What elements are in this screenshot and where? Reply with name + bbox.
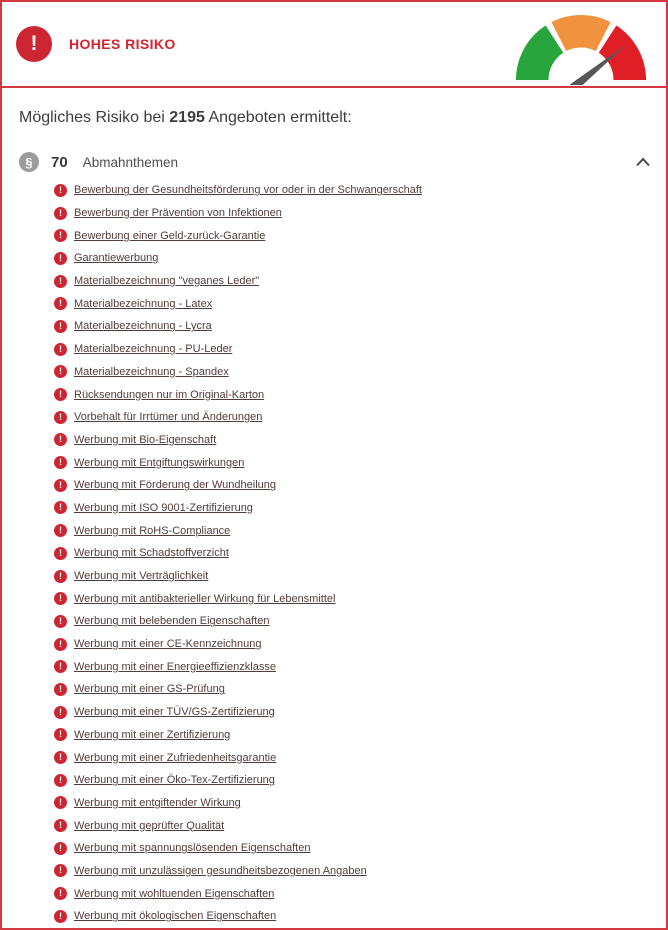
list-item (54, 633, 666, 656)
alert-icon: ! (54, 592, 67, 605)
list-item (54, 179, 666, 202)
topic-link[interactable]: Werbung mit Förderung der Wundheilung (74, 479, 276, 492)
list-item (54, 655, 666, 678)
gauge-red-segment (599, 26, 646, 81)
list-item (54, 202, 666, 225)
risk-level-title: HOHES RISIKO (69, 36, 176, 52)
list-item (54, 565, 666, 588)
chevron-up-icon[interactable] (635, 157, 651, 167)
summary-text (19, 108, 649, 127)
topic-link[interactable]: Werbung mit spannungslösenden Eigenschaften (74, 842, 311, 855)
list-item (54, 678, 666, 701)
list-item (54, 224, 666, 247)
alert-icon: ! (54, 842, 67, 855)
alert-icon: ! (54, 297, 67, 310)
alert-icon: ! (54, 343, 67, 356)
alert-icon: ! (54, 456, 67, 469)
alert-icon: ! (54, 547, 67, 560)
alert-icon: ! (54, 365, 67, 378)
alert-icon: ! (54, 638, 67, 651)
gauge-green-segment (516, 26, 563, 81)
list-item (54, 542, 666, 565)
alert-icon: ! (54, 275, 67, 288)
list-item (54, 292, 666, 315)
topic-link[interactable]: Vorbehalt für Irrtümer und Änderungen (74, 411, 263, 424)
alert-icon: ! (54, 615, 67, 628)
topic-link[interactable]: Werbung mit einer Öko-Tex-Zertifizierung (74, 774, 275, 787)
topic-link[interactable]: Werbung mit Schadstoffverzicht (74, 547, 229, 560)
list-item (54, 724, 666, 747)
alert-icon: ! (54, 524, 67, 537)
list-item (54, 860, 666, 883)
list-item (54, 792, 666, 815)
alert-icon: ! (54, 479, 67, 492)
list-item (54, 905, 666, 928)
topic-link[interactable]: Bewerbung der Prävention von Infektionen (74, 207, 282, 220)
topic-link[interactable]: Garantiewerbung (74, 252, 159, 265)
alert-icon: ! (54, 501, 67, 514)
alert-icon: ! (54, 774, 67, 787)
topic-link[interactable]: Werbung mit Bio-Eigenschaft (74, 433, 217, 446)
alert-icon: ! (54, 660, 67, 673)
alert-icon: ! (54, 207, 67, 220)
topic-link[interactable]: Werbung mit unzulässigen gesundheitsbezogenen Angaben (74, 864, 367, 877)
list-item (54, 769, 666, 792)
alert-icon: ! (54, 706, 67, 719)
list-item (54, 247, 666, 270)
topic-link[interactable]: Werbung mit wohltuenden Eigenschaften (74, 887, 275, 900)
list-item (54, 383, 666, 406)
alert-icon: ! (54, 320, 67, 333)
list-item (54, 338, 666, 361)
topic-link[interactable]: Werbung mit RoHS-Compliance (74, 524, 231, 537)
risk-header (2, 2, 666, 88)
alert-icon: ! (54, 910, 67, 923)
alert-glyph: ! (30, 32, 38, 55)
risk-report-body (2, 108, 666, 928)
topic-link[interactable]: Werbung mit antibakterieller Wirkung für Lebensmittel (74, 592, 336, 605)
offer-count: 2195 (169, 109, 205, 126)
list-item (54, 497, 666, 520)
list-item (54, 451, 666, 474)
alert-icon: ! (54, 819, 67, 832)
topic-link[interactable]: Materialbezeichnung - Latex (74, 297, 213, 310)
alert-icon: ! (54, 184, 67, 197)
topic-link[interactable]: Werbung mit einer GS-Prüfung (74, 683, 225, 696)
alert-icon: ! (54, 728, 67, 741)
alert-icon: ! (54, 252, 67, 265)
alert-icon: ! (54, 570, 67, 583)
list-item (54, 746, 666, 769)
list-item (54, 429, 666, 452)
alert-circle-icon (16, 26, 52, 62)
list-item (54, 837, 666, 860)
section-label: Abmahnthemen (82, 154, 178, 170)
topic-link[interactable]: Werbung mit einer Zufriedenheitsgarantie (74, 751, 277, 764)
list-item (54, 315, 666, 338)
alert-icon: ! (54, 683, 67, 696)
topic-link[interactable]: Werbung mit einer Energieeffizienzklasse (74, 660, 276, 673)
topic-link[interactable]: Materialbezeichnung "veganes Leder" (74, 275, 260, 288)
topic-count: 70 (51, 153, 68, 171)
topic-link[interactable]: Materialbezeichnung - Spandex (74, 365, 229, 378)
topic-link[interactable]: Werbung mit entgiftender Wirkung (74, 796, 241, 809)
risk-gauge-icon (512, 11, 650, 85)
summary-suffix: Angeboten ermittelt: (204, 109, 352, 126)
topic-link[interactable]: Werbung mit ISO 9001-Zertifizierung (74, 501, 253, 514)
alert-icon: ! (54, 229, 67, 242)
paragraph-glyph: § (25, 154, 33, 170)
list-item (54, 519, 666, 542)
topic-link[interactable]: Werbung mit geprüfter Qualität (74, 819, 225, 832)
list-item (54, 406, 666, 429)
topic-link[interactable]: Werbung mit Entgiftungswirkungen (74, 456, 245, 469)
alert-icon: ! (54, 388, 67, 401)
alert-icon: ! (54, 751, 67, 764)
abmahnthemen-accordion-header[interactable] (19, 150, 651, 174)
topic-link[interactable]: Materialbezeichnung - Lycra (74, 320, 212, 333)
list-item (54, 814, 666, 837)
paragraph-icon (19, 152, 39, 172)
topic-link[interactable]: Werbung mit einer Zertifizierung (74, 728, 231, 741)
list-item (54, 701, 666, 724)
alert-icon: ! (54, 887, 67, 900)
topic-link[interactable]: Rücksendungen nur im Original-Karton (74, 388, 265, 401)
alert-icon: ! (54, 864, 67, 877)
topic-link[interactable]: Materialbezeichnung - PU-Leder (74, 343, 233, 356)
list-item (54, 610, 666, 633)
topic-link[interactable]: Werbung mit einer TÜV/GS-Zertifizierung (74, 706, 275, 719)
list-item (54, 270, 666, 293)
alert-icon: ! (54, 411, 67, 424)
list-item (54, 361, 666, 384)
gauge-orange-segment (551, 15, 610, 51)
topic-link[interactable]: Werbung mit Verträglichkeit (74, 570, 209, 583)
topic-link[interactable]: Werbung mit einer CE-Kennzeichnung (74, 638, 262, 651)
summary-prefix: Mögliches Risiko bei (19, 109, 170, 126)
topic-link[interactable]: Werbung mit belebenden Eigenschaften (74, 615, 270, 628)
alert-icon: ! (54, 433, 67, 446)
topic-link[interactable]: Bewerbung einer Geld-zurück-Garantie (74, 229, 266, 242)
topic-list (2, 179, 666, 928)
topic-link[interactable]: Werbung mit ökologischen Eigenschaften (74, 910, 277, 923)
list-item (54, 474, 666, 497)
list-item (54, 587, 666, 610)
topic-link[interactable]: Bewerbung der Gesundheitsförderung vor oder in der Schwangerschaft (74, 184, 422, 197)
alert-icon: ! (54, 796, 67, 809)
list-item (54, 882, 666, 905)
